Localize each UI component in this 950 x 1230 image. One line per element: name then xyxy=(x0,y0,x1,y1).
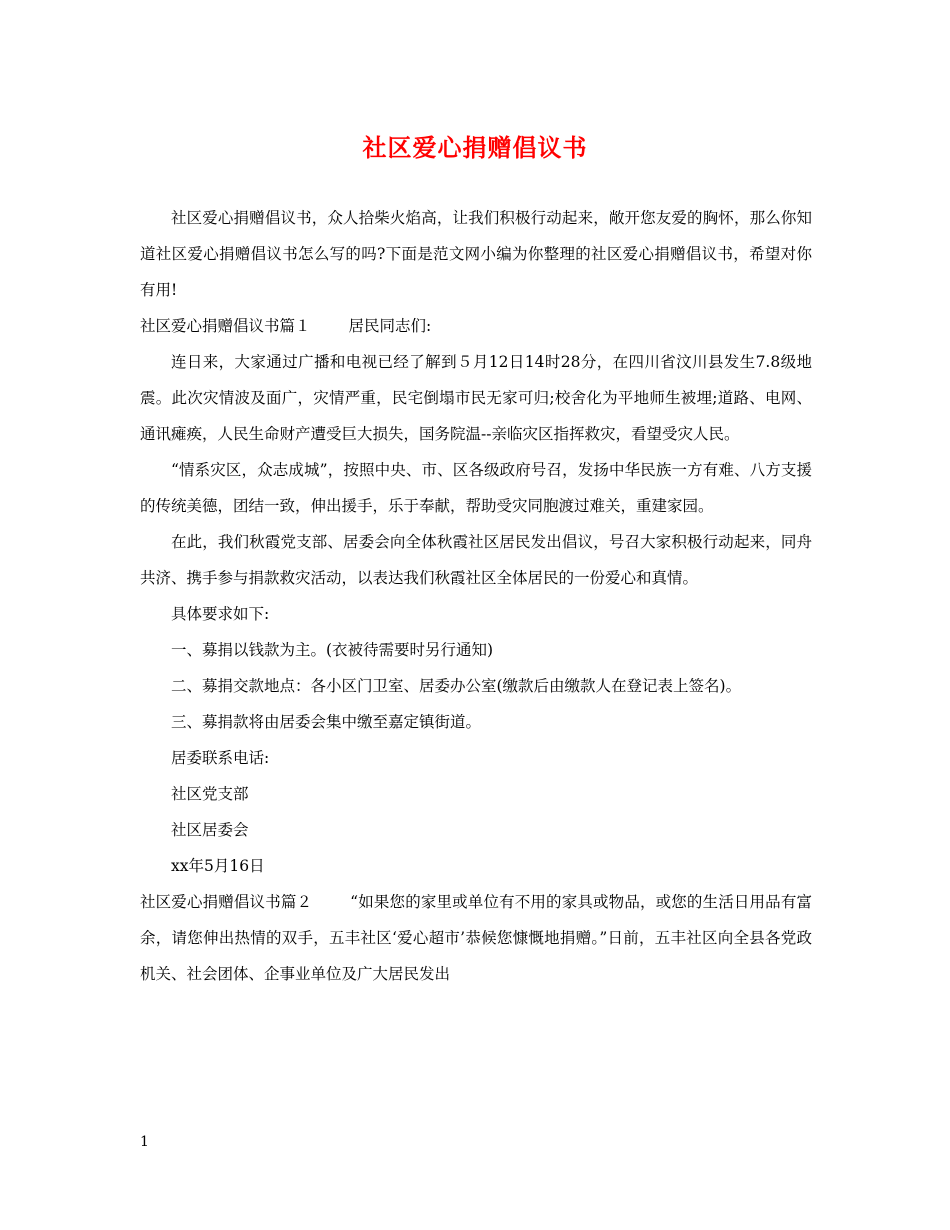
contact-label: 居委联系电话: xyxy=(171,749,270,767)
requirement-item: 二、募捐交款地点：各小区门卫室、居委办公室(缴款后由缴款人在登记表上签名)。 xyxy=(171,677,742,695)
document-body xyxy=(140,200,812,992)
page-number: 1 xyxy=(140,1134,149,1150)
section-2-heading: 社区爱心捐赠倡议书篇２ xyxy=(140,893,313,911)
intro-paragraph: 社区爱心捐赠倡议书，众人拾柴火焰高，让我们积极行动起来，敞开您友爱的胸怀，那么你知道社区爱心捐赠倡议书怎么写的吗?下面是范文网小编为你整理的社区爱心捐赠倡议书，希望对你有用! xyxy=(140,209,812,299)
section-1-heading: 社区爱心捐赠倡议书篇１ xyxy=(140,317,311,335)
section-2-text: “如果您的家里或单位有不用的家具或物品，或您的生活日用品有富余，请您伸出热情的双手，五丰社区‘爱心超市’恭候您慷慨地捐赠。”日前，五丰社区向全县各党政机关、社会团体、企事业单位及广大居民发出 xyxy=(140,893,812,983)
body-paragraph: 连日来，大家通过广播和电视已经了解到５月12日14时28分，在四川省汶川县发生7.8级地震。此次灾情波及面广，灾情严重，民宅倒塌市民无家可归;校舍化为平地师生被埋;道路、电网、通讯瘫痪，人民生命财产遭受巨大损失，国务院温--亲临灾区指挥救灾，看望受灾人民。 xyxy=(140,353,812,443)
signature-party-branch: 社区党支部 xyxy=(171,785,249,803)
document-title: 社区爱心捐赠倡议书 xyxy=(362,133,588,162)
signature-committee: 社区居委会 xyxy=(171,821,249,839)
section-1-heading-line xyxy=(140,308,812,344)
requirement-item: 一、募捐以钱款为主。(衣被待需要时另行通知) xyxy=(171,641,494,659)
section-2-line xyxy=(140,884,812,992)
body-paragraph: “情系灾区，众志成城”，按照中央、市、区各级政府号召，发扬中华民族一方有难、八方支援的传统美德，团结一致，伸出援手，乐于奉献，帮助受灾同胞渡过难关，重建家园。 xyxy=(140,461,812,515)
body-paragraph: 在此，我们秋霞党支部、居委会向全体秋霞社区居民发出倡议，号召大家积极行动起来，同舟共济、携手参与捐款救灾活动，以表达我们秋霞社区全体居民的一份爱心和真情。 xyxy=(140,533,812,587)
signature-date: xx年5月16日 xyxy=(171,857,265,875)
salutation: 居民同志们: xyxy=(348,317,432,335)
requirement-item: 三、募捐款将由居委会集中缴至嘉定镇街道。 xyxy=(171,713,482,731)
requirements-heading: 具体要求如下: xyxy=(171,605,270,623)
